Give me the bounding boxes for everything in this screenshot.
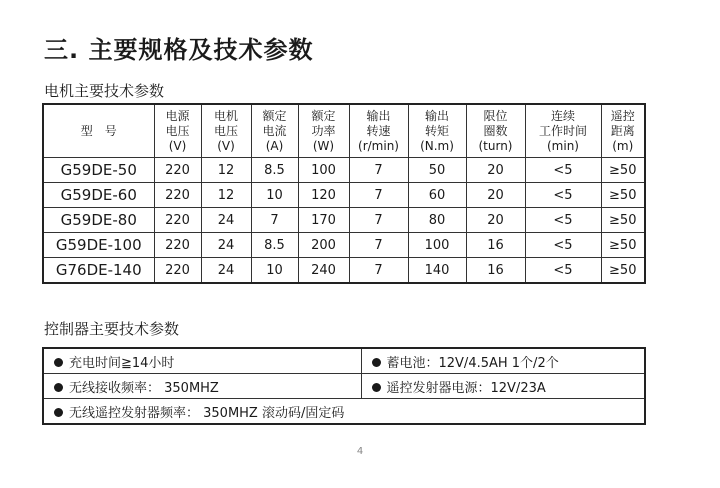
table-row (43, 158, 645, 183)
cell-continuous-time: <5 (525, 183, 601, 208)
cell-rated-power: 120 (298, 183, 349, 208)
bullet-icon (54, 383, 63, 392)
controller-specs-title: 控制器主要技术参数 (44, 320, 180, 338)
header-supply-voltage: 电源 电压 (V) (154, 104, 201, 158)
cell-motor-voltage: 24 (201, 208, 251, 233)
table-row (43, 258, 645, 284)
cell-remote-distance: ≥50 (601, 183, 645, 208)
cell-limit-turns: 16 (466, 233, 525, 258)
header-rated-current: 额定 电流 (A) (251, 104, 298, 158)
cell-limit-turns: 20 (466, 208, 525, 233)
bullet-icon (54, 408, 63, 417)
bullet-icon (54, 358, 63, 367)
cell-limit-turns: 20 (466, 183, 525, 208)
cell-model: G59DE-50 (43, 158, 154, 183)
cell-remote-distance: ≥50 (601, 158, 645, 183)
battery-text: 蓄电池：12V/4.5AH 1个/2个 (386, 355, 559, 371)
table-row (43, 183, 645, 208)
motor-specs-title: 电机主要技术参数 (44, 82, 165, 100)
table-row (43, 348, 645, 374)
cell-continuous-time: <5 (525, 208, 601, 233)
cell-rated-power: 240 (298, 258, 349, 284)
cell-output-torque: 80 (408, 208, 466, 233)
header-continuous-time: 连续 工作时间 (min) (525, 104, 601, 158)
list-item (43, 399, 645, 425)
header-output-torque: 输出 转矩 (N.m) (408, 104, 466, 158)
header-row (43, 104, 645, 158)
cell-output-speed: 7 (349, 158, 408, 183)
header-motor-voltage: 电机 电压 (V) (201, 104, 251, 158)
cell-output-torque: 140 (408, 258, 466, 284)
cell-limit-turns: 20 (466, 158, 525, 183)
cell-motor-voltage: 12 (201, 158, 251, 183)
cell-supply-voltage: 220 (154, 233, 201, 258)
cell-rated-current: 8.5 (251, 233, 298, 258)
table-row (43, 374, 645, 399)
cell-output-speed: 7 (349, 183, 408, 208)
cell-model: G59DE-100 (43, 233, 154, 258)
cell-rated-power: 170 (298, 208, 349, 233)
cell-motor-voltage: 12 (201, 183, 251, 208)
cell-supply-voltage: 220 (154, 258, 201, 284)
cell-output-torque: 60 (408, 183, 466, 208)
page-number: 4 (356, 446, 364, 457)
list-item (361, 348, 645, 374)
motor-specs-table (42, 103, 646, 284)
receive-frequency-text: 无线接收频率： 350MHZ (69, 380, 219, 396)
cell-output-torque: 50 (408, 158, 466, 183)
cell-model: G59DE-80 (43, 208, 154, 233)
list-item (43, 374, 361, 399)
cell-output-speed: 7 (349, 233, 408, 258)
table-row (43, 233, 645, 258)
section-title: 三. 主要规格及技术参数 (44, 36, 314, 64)
cell-supply-voltage: 220 (154, 208, 201, 233)
cell-remote-distance: ≥50 (601, 208, 645, 233)
cell-motor-voltage: 24 (201, 233, 251, 258)
cell-continuous-time: <5 (525, 158, 601, 183)
cell-limit-turns: 16 (466, 258, 525, 284)
cell-output-speed: 7 (349, 258, 408, 284)
transmitter-frequency-text: 无线遥控发射器频率： 350MHZ 滚动码/固定码 (69, 405, 345, 421)
bullet-icon (372, 383, 381, 392)
cell-rated-current: 7 (251, 208, 298, 233)
header-rated-power: 额定 功率 (W) (298, 104, 349, 158)
cell-output-speed: 7 (349, 208, 408, 233)
cell-rated-current: 8.5 (251, 158, 298, 183)
cell-supply-voltage: 220 (154, 158, 201, 183)
cell-model: G76DE-140 (43, 258, 154, 284)
cell-rated-power: 200 (298, 233, 349, 258)
cell-remote-distance: ≥50 (601, 258, 645, 284)
table-row (43, 208, 645, 233)
cell-motor-voltage: 24 (201, 258, 251, 284)
header-model: 型 号 (43, 104, 154, 158)
cell-remote-distance: ≥50 (601, 233, 645, 258)
cell-supply-voltage: 220 (154, 183, 201, 208)
header-remote-distance: 遥控 距离 (m) (601, 104, 645, 158)
transmitter-power-text: 遥控发射器电源：12V/23A (386, 380, 546, 396)
header-limit-turns: 限位 圈数 (turn) (466, 104, 525, 158)
cell-output-torque: 100 (408, 233, 466, 258)
table-row (43, 399, 645, 425)
list-item (43, 348, 361, 374)
cell-rated-power: 100 (298, 158, 349, 183)
header-output-speed: 输出 转速 (r/min) (349, 104, 408, 158)
cell-continuous-time: <5 (525, 233, 601, 258)
cell-rated-current: 10 (251, 258, 298, 284)
bullet-icon (372, 358, 381, 367)
list-item (361, 374, 645, 399)
cell-continuous-time: <5 (525, 258, 601, 284)
cell-rated-current: 10 (251, 183, 298, 208)
cell-model: G59DE-60 (43, 183, 154, 208)
controller-specs-table (42, 347, 646, 425)
charge-time-text: 充电时间≧14小时 (69, 355, 175, 371)
